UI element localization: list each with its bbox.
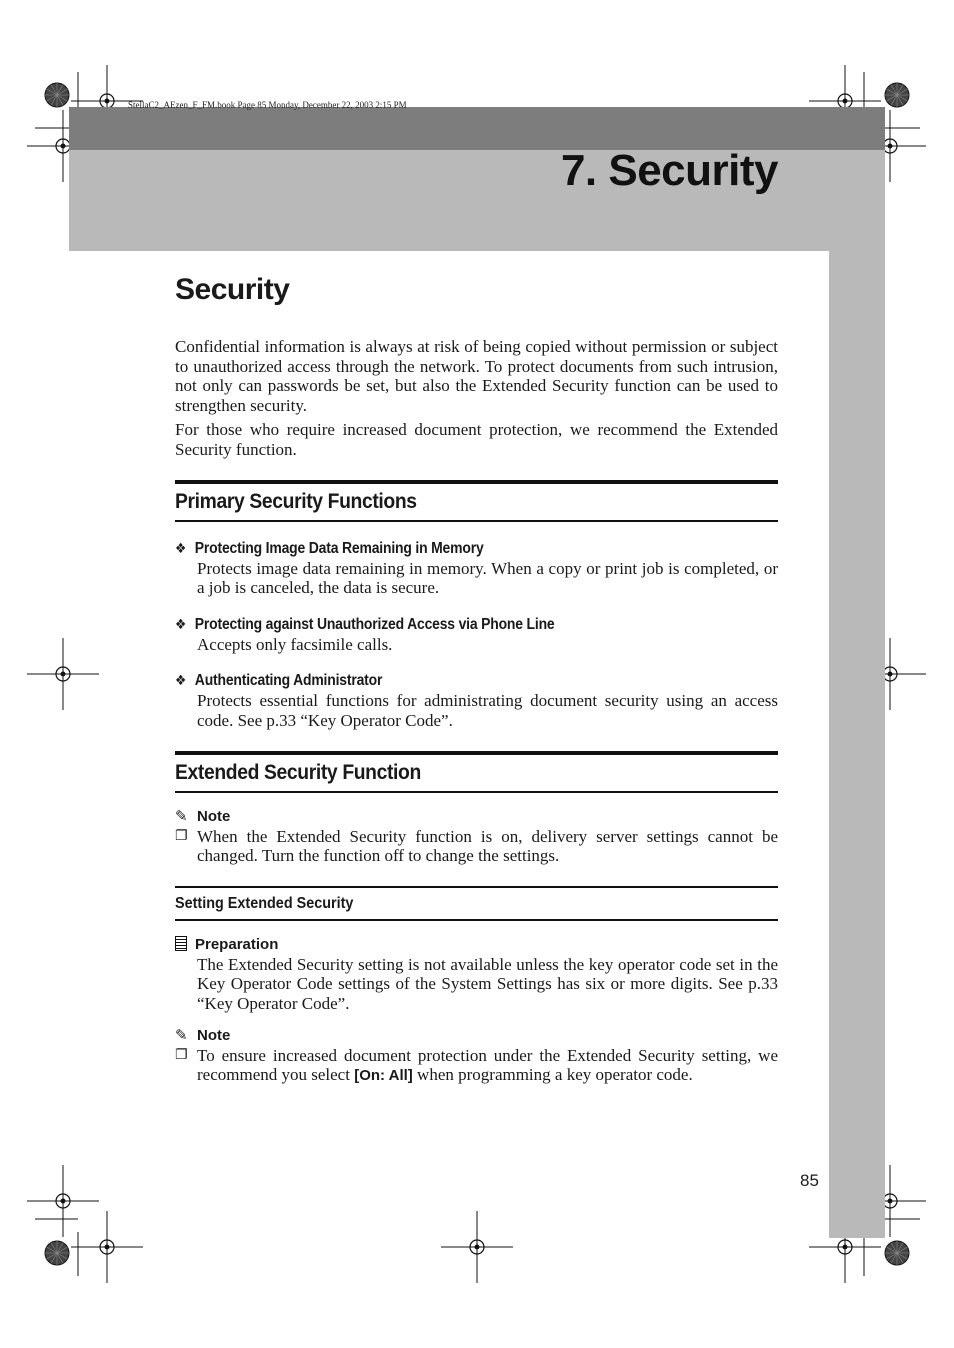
preparation-text: The Extended Security setting is not available unless the key operator code set in the Key Operator Code settings of the System Settings has six or more digits. See p.33 “Key Operator Code”.	[197, 954, 778, 1013]
intro-paragraph-2: For those who require increased document protection, we recommend the Extended Security function.	[175, 420, 778, 459]
diamond-bullet-icon: ❖	[175, 539, 187, 556]
primary-item-2-text: Accepts only facsimile calls.	[197, 634, 393, 654]
note-label: Note	[197, 807, 231, 825]
page-content	[175, 268, 778, 1086]
extended-heading: Extended Security Function	[175, 760, 421, 784]
note2-text: To ensure increased document protection under the Extended Security setting, we recommend you select [On: All] when programming a key operator code.	[197, 1045, 778, 1085]
preparation-label: Preparation	[195, 935, 279, 953]
registration-target-dot	[888, 144, 893, 149]
primary-item-2	[175, 614, 778, 655]
note2-label: Note	[197, 1026, 231, 1044]
on-all-key-label: [On: All]	[354, 1067, 413, 1085]
print-slug: StellaC2_AEzen_F_FM.book Page 85 Monday, December 22, 2003 2:15 PM	[128, 100, 407, 110]
chapter-title: 7. Security	[560, 146, 778, 195]
section-title: Security	[175, 273, 290, 306]
primary-item-1	[175, 538, 778, 598]
registration-target-dot	[105, 1245, 110, 1250]
registration-target-dot	[843, 1245, 848, 1250]
registration-target-dot	[61, 1199, 66, 1204]
preparation-block	[175, 935, 778, 1014]
extended-note-2	[175, 1026, 778, 1086]
note-text: When the Extended Security function is on, delivery server settings cannot be changed. Turn the function off to change the settings.	[197, 826, 778, 866]
extended-note	[175, 807, 778, 866]
registration-target-dot	[61, 672, 66, 677]
page-number: 85	[800, 1171, 819, 1190]
header-band-dark	[69, 107, 885, 150]
sub-heading-block	[175, 886, 778, 921]
primary-item-2-title: Protecting against Unauthorized Access via Phone Line	[194, 615, 555, 633]
pencil-note-icon: ✎	[175, 1026, 188, 1044]
primary-item-3-title: Authenticating Administrator	[194, 672, 383, 690]
registration-target-dot	[475, 1245, 480, 1250]
primary-item-1-title: Protecting Image Data Remaining in Memory	[194, 539, 484, 557]
registration-target-dot	[105, 99, 110, 104]
primary-heading: Primary Security Functions	[175, 489, 417, 513]
checkbox-bullet-icon: ❐	[175, 1046, 188, 1063]
pencil-note-icon: ✎	[175, 807, 188, 825]
diamond-bullet-icon: ❖	[175, 672, 187, 689]
primary-item-3-text: Protects essential functions for administrating document security using an access code. See p.33 “Key Operator Code”.	[197, 691, 778, 730]
primary-item-1-text: Protects image data remaining in memory. When a copy or print job is completed, or a job is canceled, the data is secure.	[197, 558, 778, 598]
diamond-bullet-icon: ❖	[175, 615, 187, 632]
side-tab-bar	[829, 251, 885, 1238]
intro-paragraph-1: Confidential information is always at risk of being copied without permission or subject to unauthorized access through the network. To protect documents from such intrusion, not only can passwords be set, but also the Extended Security function can be used to strengthen security.	[175, 337, 778, 415]
primary-heading-block	[175, 480, 778, 522]
sub-heading: Setting Extended Security	[175, 894, 354, 912]
extended-heading-block	[175, 751, 778, 793]
checkbox-bullet-icon: ❐	[175, 827, 188, 844]
primary-item-3	[175, 670, 778, 730]
registration-target-dot	[61, 144, 66, 149]
registration-target-dot	[888, 1199, 893, 1204]
registration-target-dot	[843, 99, 848, 104]
clipboard-icon	[175, 936, 187, 951]
registration-target-dot	[888, 672, 893, 677]
